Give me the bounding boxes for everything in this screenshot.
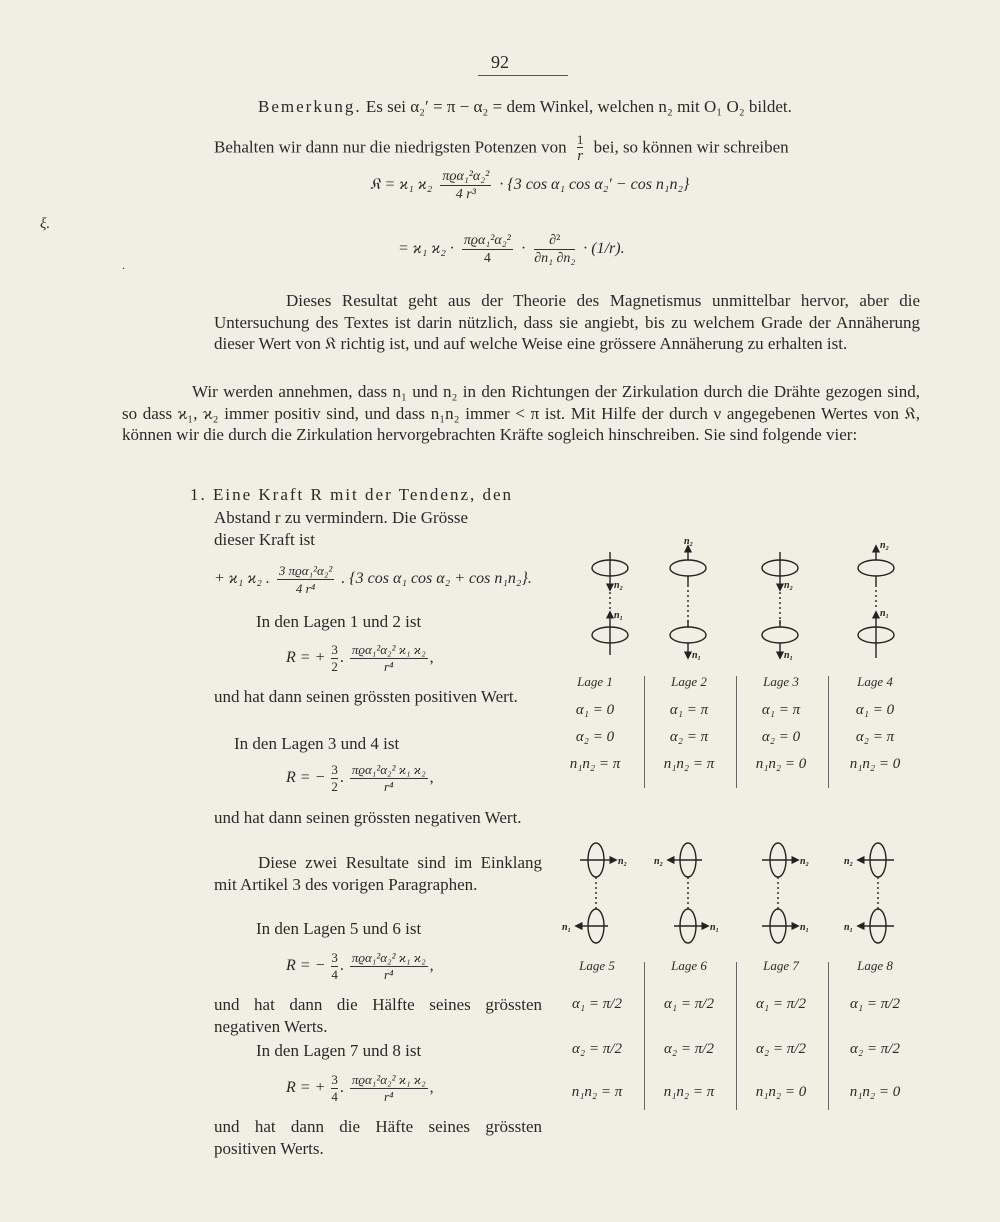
- formula7-fraction: [350, 1072, 428, 1105]
- formula4-coef: [331, 642, 338, 675]
- lage-8-angle: n₁n₂ = 0: [849, 1084, 901, 1100]
- formula5-cden: 2: [331, 779, 338, 794]
- after-lage12: und hat dann seinen grössten positiven Wert.: [214, 687, 518, 706]
- lage-4-figure: [858, 546, 894, 658]
- n1-label-lage6: n₁: [710, 922, 720, 933]
- lage34-text: In den Lagen 3 und 4 ist: [234, 734, 400, 753]
- lage-6-caption: Lage 6: [671, 958, 707, 973]
- lage-2-alpha1: α₁ = π: [669, 702, 709, 718]
- formula1-fraction: [440, 168, 491, 203]
- formula4-den: r⁴: [383, 659, 394, 674]
- margin-mark: ξ.: [40, 216, 51, 232]
- formula3-lhs: + ϰ₁ ϰ₂ .: [214, 570, 270, 588]
- formula5-coef: [331, 762, 338, 795]
- formula4-num: πϱα₁²α₂² ϰ₁ ϰ₂: [351, 642, 426, 657]
- lage-3-alpha2: α₂ = 0: [761, 729, 801, 745]
- formula1-rest: · {3 cos α₁ cos α₂′ − cos n₁n₂}: [499, 176, 690, 194]
- n1-label-lage8: n₁: [844, 922, 854, 933]
- formula3-num: 3 πϱα₁²α₂²: [278, 563, 333, 578]
- behalten-line: [214, 133, 789, 164]
- formula2-derivative: [534, 232, 575, 267]
- formula2-lhs: = ϰ₁ ϰ₂ ·: [398, 240, 454, 258]
- lage-7-angle: n₁n₂ = 0: [755, 1084, 807, 1100]
- formula6-coef: [331, 950, 338, 983]
- n1-label-lage1: n₁: [614, 610, 624, 621]
- formula6-cnum: 3: [331, 950, 338, 965]
- n2-label-lage4: n₂: [880, 540, 890, 551]
- bemerkung-line: [258, 96, 792, 117]
- lage-5-8-diagrams: [548, 836, 928, 946]
- lage-6-alpha1: α₁ = π/2: [664, 996, 714, 1012]
- lage-8-alpha2: α₂ = π/2: [850, 1041, 900, 1057]
- lage-5-column: [552, 958, 642, 1101]
- n1-label-lage4: n₁: [880, 608, 890, 619]
- lage-6-angle: n₁n₂ = π: [663, 1084, 715, 1100]
- lage-6-alpha2: α₂ = π/2: [664, 1041, 714, 1057]
- formula5-den: r⁴: [383, 779, 394, 794]
- lage-2-caption: Lage 2: [671, 674, 707, 689]
- lage-4-column: [830, 674, 920, 773]
- lage78-text: In den Lagen 7 und 8 ist: [256, 1041, 422, 1060]
- behalten-pre: Behalten wir dann nur die niedrigsten Potenzen von: [214, 137, 567, 157]
- table-separator: [828, 962, 829, 1110]
- lage-2-alpha2: α₂ = π: [669, 729, 709, 745]
- lage-8-figure: [858, 843, 894, 943]
- lage-1-4-diagrams: [548, 530, 928, 680]
- lage-1-column: [550, 674, 640, 773]
- bemerkung-text: Es sei α₂′ = π − α₂ = dem Winkel, welchen n₂ mit O₁ O₂ bildet.: [365, 97, 792, 116]
- lage-1-angle: n₁n₂ = π: [569, 756, 621, 772]
- n2-label-lage5: n₂: [618, 856, 628, 867]
- formula5-fraction: [350, 762, 428, 795]
- lage12-text: In den Lagen 1 und 2 ist: [256, 612, 422, 631]
- lage-8-caption: Lage 8: [857, 958, 893, 973]
- lage-2-figure: [670, 546, 706, 658]
- n1-label-lage7: n₁: [800, 922, 810, 933]
- lage-3-column: [736, 674, 826, 773]
- lage-4-alpha2: α₂ = π: [855, 729, 895, 745]
- formula6-den: r⁴: [383, 967, 394, 982]
- lage-6-figure: [668, 843, 708, 943]
- formula2-rest: · (1/r).: [583, 240, 625, 258]
- formula4-fraction: [350, 642, 428, 675]
- lage-7-figure: [762, 843, 798, 943]
- formula3-fraction: [277, 562, 334, 597]
- formula2-den: 4: [483, 251, 491, 266]
- lage-5-alpha2: α₂ = π/2: [572, 1041, 622, 1057]
- formula6-num: πϱα₁²α₂² ϰ₁ ϰ₂: [351, 950, 426, 965]
- after-lage56: und hat dann die Hälfte seines grössten negativen Werts.: [214, 995, 542, 1036]
- formula4-cnum: 3: [331, 642, 338, 657]
- behalten-frac-den: r: [577, 148, 584, 164]
- n2-label-lage6: n₂: [654, 856, 664, 867]
- formula7-lhs: R = +: [286, 1079, 326, 1097]
- formula5-lhs: R = −: [286, 769, 326, 787]
- lage-3-figure: [762, 552, 798, 658]
- formula4-lhs: R = +: [286, 649, 326, 667]
- n2-label-lage1: n₂: [614, 580, 624, 591]
- formula-lage34: R = − $\frac{3}{2}$ . πϱα₁²α₂² ϰ₁ ϰ₂ r⁴ ,: [286, 762, 434, 794]
- lage-3-angle: n₁n₂ = 0: [755, 756, 807, 772]
- formula2-dden: ∂n₁ ∂n₂: [534, 251, 576, 266]
- lage-5-caption: Lage 5: [579, 958, 615, 973]
- formula2-dnum: ∂²: [534, 232, 575, 250]
- formula2-fraction: [462, 232, 513, 267]
- lage-5-figure: [576, 843, 616, 943]
- formula2-mid: ·: [520, 240, 527, 258]
- formula4-end: ,: [429, 649, 434, 667]
- formula1-lhs: 𝔎 = ϰ₁ ϰ₂: [370, 176, 433, 194]
- lage-7-caption: Lage 7: [763, 958, 799, 973]
- item1-head: 1. Eine Kraft R mit der Tendenz, den: [190, 485, 514, 504]
- paragraph-result: Dieses Resultat geht aus der Theorie des Magnetismus unmittelbar hervor, aber die Untersuchung des Textes ist darin nützlich, dass sie angiebt, bis zu welchem Grade der Annäherung dieser Wert von 𝔎 richtig ist, und auf welche Weise eine grössere Annäherung zu erhalten ist.: [214, 291, 920, 353]
- formula7-cden: 4: [331, 1089, 338, 1104]
- formula6-cden: 4: [331, 967, 338, 982]
- item1-line2: Abstand r zu vermindern. Die Grösse: [214, 508, 468, 527]
- einklang-paragraph: Diese zwei Resultate sind im Einklang mit Artikel 3 des vorigen Paragraphen.: [214, 853, 542, 894]
- formula2-num: πϱα₁²α₂²: [463, 233, 511, 248]
- page-number: 92: [491, 52, 509, 72]
- formula-lage12: R = + $\frac{3}{2}$ . πϱα₁²α₂² ϰ₁ ϰ₂ r⁴ ,: [286, 642, 434, 674]
- formula-force-general: [214, 562, 532, 597]
- page-number-rule: [478, 75, 568, 76]
- formula7-cnum: 3: [331, 1072, 338, 1087]
- bemerkung-label: Bemerkung.: [258, 97, 362, 116]
- formula6-fraction: [350, 950, 428, 983]
- n2-label-lage2: n₂: [684, 536, 694, 547]
- formula1-den: 4 r³: [455, 187, 476, 202]
- lage-1-alpha2: α₂ = 0: [575, 729, 615, 745]
- lage-1-caption: Lage 1: [577, 674, 613, 689]
- formula4-cden: 2: [331, 659, 338, 674]
- lage-8-column: [830, 958, 920, 1101]
- formula1-num: πϱα₁²α₂²: [442, 169, 490, 184]
- formula7-coef: [331, 1072, 338, 1105]
- paragraph-assumption: Wir werden annehmen, dass n₁ und n₂ in den Richtungen der Zirkulation durch die Drähte gezogen sind, so dass ϰ₁, ϰ₂ immer positiv sind, und dass n₁n₂ immer < π ist. Mit Hilfe der durch ν angegebenen Wertes von 𝔎, können wir die durch die Zirkulation hervorgebrachten Kräfte sogleich hinschreiben. Sie sind folgende vier:: [122, 382, 920, 444]
- after-lage78: und hat dann die Häfte seines grössten positiven Werts.: [214, 1117, 542, 1158]
- behalten-post: bei, so können wir schreiben: [593, 137, 789, 157]
- lage56-text: In den Lagen 5 und 6 ist: [256, 919, 422, 938]
- n2-label-lage7: n₂: [800, 856, 810, 867]
- lage-7-alpha2: α₂ = π/2: [756, 1041, 806, 1057]
- behalten-frac-num: 1: [576, 132, 584, 147]
- lage-2-column: [644, 674, 734, 773]
- lage-1-alpha1: α₁ = 0: [575, 702, 615, 718]
- formula5-end: ,: [429, 769, 434, 787]
- item1-line3: dieser Kraft ist: [214, 530, 316, 549]
- formula7-den: r⁴: [383, 1089, 394, 1104]
- formula-k-2: [398, 232, 625, 267]
- lage-4-caption: Lage 4: [857, 674, 893, 689]
- n1-label-lage2: n₁: [692, 650, 702, 661]
- lage-8-alpha1: α₁ = π/2: [850, 996, 900, 1012]
- n2-label-lage3: n₂: [784, 580, 794, 591]
- lage-2-angle: n₁n₂ = π: [663, 756, 715, 772]
- formula5-cnum: 3: [331, 762, 338, 777]
- lage-3-caption: Lage 3: [763, 674, 799, 689]
- formula-lage56: R = − $\frac{3}{4}$ . πϱα₁²α₂² ϰ₁ ϰ₂ r⁴ ,: [286, 950, 434, 982]
- margin-dot: .: [122, 258, 125, 272]
- lage-5-alpha1: α₁ = π/2: [572, 996, 622, 1012]
- lage-7-column: [736, 958, 826, 1101]
- lage-4-alpha1: α₁ = 0: [855, 702, 895, 718]
- table-separator: [828, 676, 829, 788]
- formula5-num: πϱα₁²α₂² ϰ₁ ϰ₂: [351, 762, 426, 777]
- formula-lage78: R = + $\frac{3}{4}$ . πϱα₁²α₂² ϰ₁ ϰ₂ r⁴ ,: [286, 1072, 434, 1104]
- formula-k-1: [370, 168, 689, 203]
- formula6-lhs: R = −: [286, 957, 326, 975]
- lage-7-alpha1: α₁ = π/2: [756, 996, 806, 1012]
- formula6-end: ,: [429, 957, 434, 975]
- lage-1-figure: [592, 552, 628, 655]
- formula3-rest: . {3 cos α₁ cos α₂ + cos n₁n₂}.: [341, 570, 532, 588]
- n1-label-lage5: n₁: [562, 922, 572, 933]
- formula3-den: 4 r⁴: [295, 581, 316, 596]
- lage-5-angle: n₁n₂ = π: [571, 1084, 623, 1100]
- after-lage34: und hat dann seinen grössten negativen Wert.: [214, 808, 522, 827]
- formula7-num: πϱα₁²α₂² ϰ₁ ϰ₂: [351, 1072, 426, 1087]
- lage-3-alpha1: α₁ = π: [761, 702, 801, 718]
- formula7-end: ,: [429, 1079, 434, 1097]
- lage-4-angle: n₁n₂ = 0: [849, 756, 901, 772]
- behalten-fraction: [577, 133, 584, 164]
- n1-label-lage3: n₁: [784, 650, 794, 661]
- lage-6-column: [644, 958, 734, 1101]
- n2-label-lage8: n₂: [844, 856, 854, 867]
